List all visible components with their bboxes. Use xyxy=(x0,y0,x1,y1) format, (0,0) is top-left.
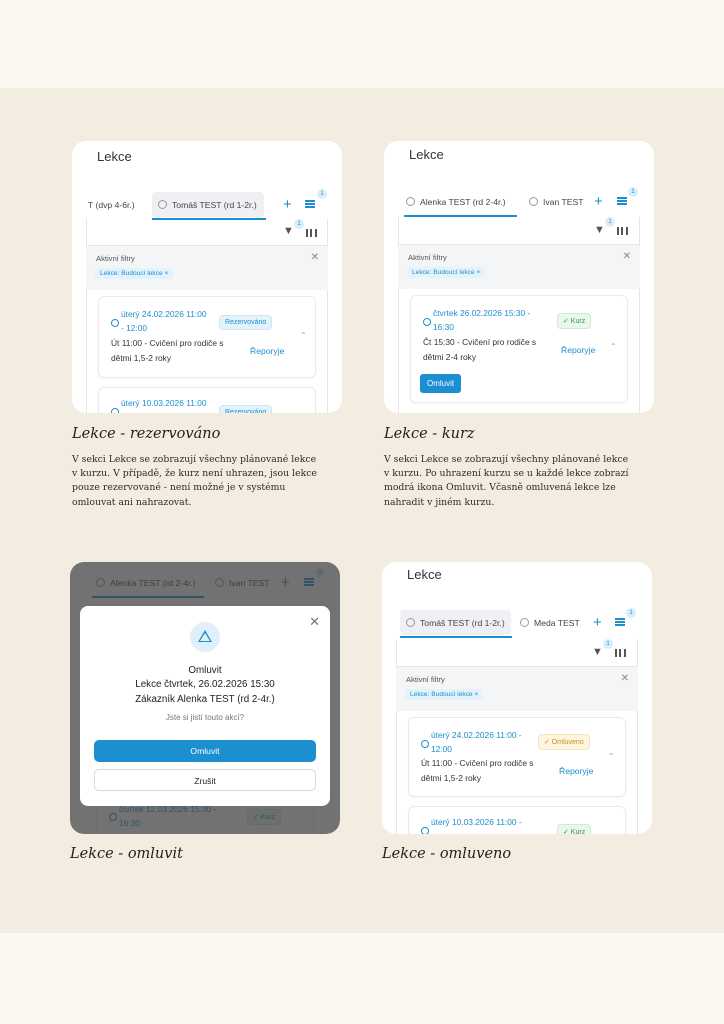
tab-label: Tomáš TEST (rd 1-2r.) xyxy=(172,199,257,210)
screenshot-kurz xyxy=(384,141,654,413)
caption-title: Lekce - omluvit xyxy=(70,846,183,862)
filters-label: Aktivní filtry xyxy=(406,675,445,684)
add-icon[interactable]: + xyxy=(593,614,602,631)
dialog-question: Jste si jistí touto akcí? xyxy=(165,713,245,722)
lesson-time: úterý 10.03.2026 11:00 xyxy=(121,398,207,408)
lesson-desc: Út 11:00 - Cvičení pro rodiče s xyxy=(421,758,534,768)
location-link[interactable]: Řeporyje xyxy=(559,766,594,776)
columns-icon[interactable] xyxy=(306,229,317,237)
tab-label: Ivan TEST xyxy=(543,196,584,207)
tab-label: Tomáš TEST (rd 1-2r.) xyxy=(420,617,505,628)
filters-label: Aktivní filtry xyxy=(96,254,135,263)
close-icon[interactable]: ✕ xyxy=(310,252,319,263)
tab-customer-active[interactable] xyxy=(406,189,506,214)
add-icon[interactable]: + xyxy=(594,193,603,210)
user-icon xyxy=(406,618,415,627)
list-icon[interactable] xyxy=(617,197,627,205)
lesson-time-end: - 12:00 xyxy=(121,323,148,333)
caption-line: omlouvat ani nahrazovat. xyxy=(72,496,192,508)
filter-chip[interactable]: Lekce: Budoucí lekce × xyxy=(405,689,483,700)
columns-icon[interactable] xyxy=(615,649,626,657)
tabs xyxy=(72,192,342,222)
count-badge: 1 xyxy=(317,189,327,199)
close-icon[interactable]: ✕ xyxy=(309,614,320,629)
user-icon xyxy=(406,197,415,206)
screenshot-rezervovano xyxy=(72,141,342,413)
count-badge: 1 xyxy=(628,187,638,197)
caption-text xyxy=(384,453,652,510)
filter-badge: 1 xyxy=(605,217,615,227)
columns-icon[interactable] xyxy=(617,227,628,235)
caption-title: Lekce - rezervováno xyxy=(72,426,221,442)
lesson-time: čtvrtek 26.02.2026 15:30 - xyxy=(433,308,531,318)
caption-line: nahradit v jiném kurzu. xyxy=(384,496,495,508)
lesson-desc-2: dětmi 2-4 roky xyxy=(423,352,477,362)
list-icon[interactable] xyxy=(615,618,625,626)
tab-customer-active[interactable] xyxy=(152,192,264,217)
lesson-card[interactable] xyxy=(408,806,626,834)
close-icon[interactable]: ✕ xyxy=(622,251,631,262)
filter-badge: 1 xyxy=(294,219,304,229)
filter-chip[interactable]: Lekce: Budoucí lekce × xyxy=(95,268,173,279)
screenshot-omluvit xyxy=(70,562,340,834)
dialog-lesson: Lekce čtvrtek, 26.02.2026 15:30 xyxy=(135,679,275,690)
filter-badge: 1 xyxy=(603,639,613,649)
caption-line: v kurzu. V případě, že kurz není uhrazen, jsou lekce xyxy=(72,468,317,480)
excuse-button[interactable]: Omluvit xyxy=(420,374,461,393)
filter-chip[interactable]: Lekce: Budoucí lekce × xyxy=(407,267,485,278)
user-icon xyxy=(158,200,167,209)
warning-icon xyxy=(190,622,220,652)
status-badge: Rezervováno xyxy=(219,405,272,413)
clock-icon xyxy=(421,740,429,748)
clock-icon xyxy=(421,827,429,834)
lesson-card[interactable] xyxy=(410,295,628,403)
tabs xyxy=(382,610,652,640)
page-title: Lekce xyxy=(409,147,444,162)
confirm-dialog xyxy=(80,606,330,806)
chevron-up-icon[interactable]: ⌃ xyxy=(610,342,617,351)
filters-label: Aktivní filtry xyxy=(408,253,447,262)
status-badge: ✓ Kurz xyxy=(557,824,591,834)
user-icon xyxy=(520,618,529,627)
tab-customer[interactable] xyxy=(520,610,580,635)
lesson-desc-2: dětmi 1,5-2 roky xyxy=(111,353,172,363)
lesson-time: úterý 24.02.2026 11:00 xyxy=(121,309,207,319)
chevron-up-icon[interactable]: ⌃ xyxy=(608,752,615,761)
lesson-desc: Čt 15:30 - Cvičení pro rodiče s xyxy=(423,337,537,347)
active-filters xyxy=(396,666,638,711)
lesson-time: úterý 24.02.2026 11:00 - xyxy=(431,730,522,740)
caption-line: modrá ikona Omluvit. Včasně omluvená lekce lze xyxy=(384,482,616,494)
tabs xyxy=(384,189,654,219)
clock-icon xyxy=(111,319,119,327)
status-badge: ✓ Omluveno xyxy=(538,734,590,750)
lesson-desc: Út 11:00 - Cvičení pro rodiče s xyxy=(111,338,224,348)
filter-icon[interactable]: ▼ xyxy=(592,646,603,658)
location-link[interactable]: Řeporyje xyxy=(250,346,285,356)
caption-title: Lekce - omluveno xyxy=(382,846,512,862)
active-filters xyxy=(398,244,640,289)
tab-customer[interactable] xyxy=(529,189,583,214)
tab-customer-active[interactable] xyxy=(400,610,511,635)
caption-text xyxy=(72,453,340,510)
caption-title: Lekce - kurz xyxy=(384,426,475,442)
status-badge: Rezervováno xyxy=(219,315,272,330)
cancel-button[interactable]: Zrušit xyxy=(94,769,316,791)
status-badge: ✓ Kurz xyxy=(557,313,591,329)
close-icon[interactable]: ✕ xyxy=(620,673,629,684)
caption-line: V sekci Lekce se zobrazují všechny plánované lekce xyxy=(384,454,629,465)
lesson-card[interactable] xyxy=(98,296,316,378)
add-icon[interactable]: + xyxy=(283,196,292,213)
screenshot-omluveno xyxy=(382,562,652,834)
confirm-button[interactable]: Omluvit xyxy=(94,740,316,762)
filter-icon[interactable]: ▼ xyxy=(283,225,294,237)
caption-line: pouze rezervované - není možné je v systému xyxy=(72,482,286,494)
lesson-desc-2: dětmi 1,5-2 roky xyxy=(421,773,482,783)
tab-underline xyxy=(400,636,512,638)
dialog-title: Omluvit xyxy=(188,665,222,676)
page-title: Lekce xyxy=(407,567,442,582)
clock-icon xyxy=(111,408,119,413)
count-badge: 1 xyxy=(626,608,636,618)
filter-icon[interactable]: ▼ xyxy=(594,224,605,236)
chevron-up-icon[interactable]: ⌃ xyxy=(300,331,307,340)
caption-line: V sekci Lekce se zobrazují všechny plánované lekce xyxy=(72,454,317,465)
lesson-card[interactable] xyxy=(98,387,316,413)
page-title: Lekce xyxy=(97,149,132,164)
active-filters xyxy=(86,245,328,290)
tab-label: Alenka TEST (rd 2-4r.) xyxy=(420,196,506,207)
caption-line: v kurzu. Po uhrazení kurzu se u každé lekce zobrazí xyxy=(384,468,629,480)
user-icon xyxy=(529,197,538,206)
dialog-customer: Zákazník Alenka TEST (rd 2-4r.) xyxy=(135,694,275,705)
tab-label: Meda TEST xyxy=(534,617,580,628)
lesson-time-end: 12:00 xyxy=(431,744,452,754)
clock-icon xyxy=(423,318,431,326)
list-icon[interactable] xyxy=(305,200,315,208)
location-link[interactable]: Řeporyje xyxy=(561,345,596,355)
lesson-card[interactable] xyxy=(408,717,626,797)
lesson-time: úterý 10.03.2026 11:00 - xyxy=(431,817,522,827)
lesson-time-end: 16:30 xyxy=(433,322,454,332)
tab-customer-partial[interactable]: T (dvp 4-6r.) xyxy=(88,199,135,210)
